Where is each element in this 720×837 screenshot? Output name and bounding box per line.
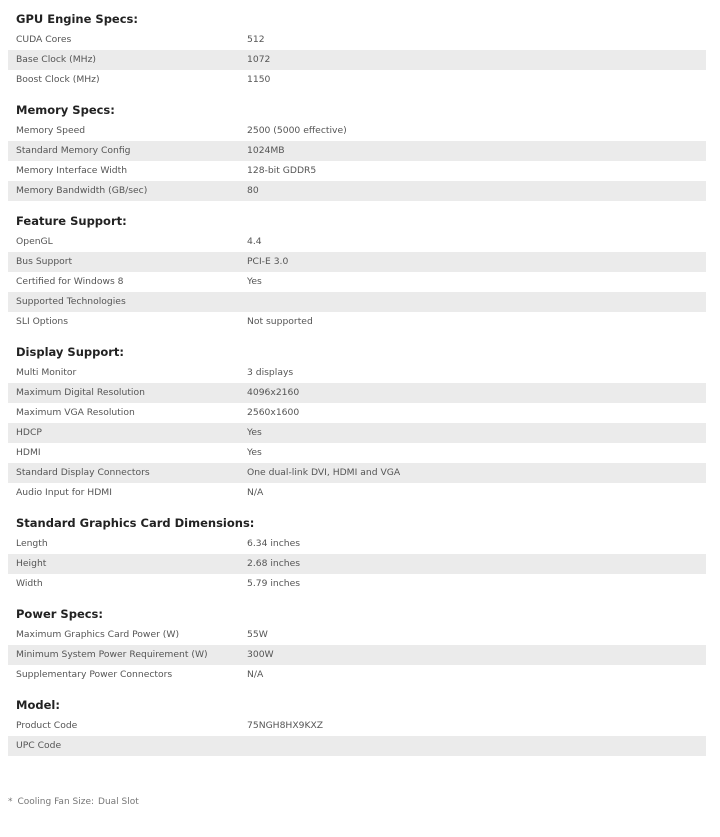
spec-value: N/A	[247, 487, 264, 498]
spec-table	[8, 363, 706, 503]
footnote-label: Cooling Fan Size:	[17, 797, 95, 807]
spec-row	[8, 232, 706, 252]
spec-label: Product Code	[16, 720, 78, 731]
spec-row	[8, 30, 706, 50]
spec-section	[8, 332, 706, 503]
spec-value: 2500 (5000 effective)	[247, 125, 347, 136]
spec-label: Standard Memory Config	[16, 145, 131, 156]
spec-section	[8, 503, 706, 594]
spec-table	[8, 232, 706, 332]
spec-row	[8, 121, 706, 141]
spec-label: SLI Options	[16, 316, 69, 327]
spec-label: Width	[16, 578, 43, 589]
spec-value: 4.4	[247, 236, 262, 247]
section-title: Memory Specs:	[16, 103, 115, 117]
spec-row	[8, 665, 706, 685]
spec-label: Memory Bandwidth (GB/sec)	[16, 185, 148, 196]
spec-row	[8, 534, 706, 554]
spec-value: 80	[247, 185, 259, 196]
spec-row	[8, 161, 706, 181]
section-title: Power Specs:	[16, 607, 104, 621]
spec-value: Yes	[247, 276, 262, 287]
spec-row	[8, 716, 706, 736]
spec-row	[8, 423, 706, 443]
spec-row	[8, 483, 706, 503]
spec-label: Audio Input for HDMI	[16, 487, 112, 498]
spec-label: Memory Speed	[16, 125, 86, 136]
spec-label: Supplementary Power Connectors	[16, 669, 173, 680]
spec-label: OpenGL	[16, 236, 53, 247]
spec-table	[8, 716, 706, 756]
spec-row	[8, 625, 706, 645]
spec-value: 512	[247, 34, 265, 45]
spec-label: Supported Technologies	[16, 296, 126, 307]
spec-section	[8, 594, 706, 685]
spec-section	[8, 90, 706, 201]
spec-value: Not supported	[247, 316, 313, 327]
spec-value: 5.79 inches	[247, 578, 301, 589]
spec-value: 128-bit GDDR5	[247, 165, 317, 176]
spec-value: 2560x1600	[247, 407, 300, 418]
section-title: Feature Support:	[16, 214, 127, 228]
spec-value: N/A	[247, 669, 264, 680]
footnote	[8, 795, 139, 809]
spec-label: Bus Support	[16, 256, 73, 267]
spec-row	[8, 363, 706, 383]
spec-row	[8, 736, 706, 756]
spec-row	[8, 252, 706, 272]
spec-value: 1024MB	[247, 145, 285, 156]
spec-label: HDMI	[16, 447, 41, 458]
spec-value	[247, 292, 706, 312]
spec-label: Length	[16, 538, 48, 549]
spec-value: 300W	[247, 649, 274, 660]
spec-label: Minimum System Power Requirement (W)	[16, 649, 208, 660]
spec-label: UPC Code	[16, 740, 62, 751]
spec-row	[8, 292, 706, 312]
spec-row	[8, 645, 706, 665]
spec-value: 6.34 inches	[247, 538, 301, 549]
spec-value: Yes	[247, 447, 262, 458]
spec-sections	[8, 0, 706, 756]
spec-table	[8, 121, 706, 201]
spec-section	[8, 0, 706, 90]
spec-value: 3 displays	[247, 367, 294, 378]
spec-label: CUDA Cores	[16, 34, 72, 45]
spec-row	[8, 312, 706, 332]
spec-row	[8, 383, 706, 403]
spec-row	[8, 141, 706, 161]
spec-label: HDCP	[16, 427, 42, 438]
spec-value: 2.68 inches	[247, 558, 301, 569]
spec-value: 55W	[247, 629, 268, 640]
spec-table	[8, 534, 706, 594]
spec-row	[8, 463, 706, 483]
spec-value: 4096x2160	[247, 387, 300, 398]
spec-label: Memory Interface Width	[16, 165, 128, 176]
spec-table	[8, 30, 706, 90]
spec-row	[8, 70, 706, 90]
footnote-marker: *	[8, 797, 13, 807]
spec-label: Boost Clock (MHz)	[16, 74, 100, 85]
spec-value	[247, 736, 706, 756]
spec-row	[8, 554, 706, 574]
spec-label: Base Clock (MHz)	[16, 54, 97, 65]
spec-row	[8, 443, 706, 463]
spec-value: 1150	[247, 74, 271, 85]
spec-label: Certified for Windows 8	[16, 276, 124, 287]
spec-label: Maximum Digital Resolution	[16, 387, 145, 398]
section-title: GPU Engine Specs:	[16, 12, 138, 26]
spec-row	[8, 574, 706, 594]
spec-row	[8, 181, 706, 201]
spec-section	[8, 201, 706, 332]
spec-section	[8, 685, 706, 756]
section-title: Model:	[16, 698, 60, 712]
spec-row	[8, 272, 706, 292]
spec-label: Height	[16, 558, 47, 569]
spec-value: 1072	[247, 54, 271, 65]
spec-table	[8, 625, 706, 685]
section-title: Display Support:	[16, 345, 125, 359]
spec-label: Maximum Graphics Card Power (W)	[16, 629, 180, 640]
spec-label: Multi Monitor	[16, 367, 77, 378]
spec-value: 75NGH8HX9KXZ	[247, 720, 324, 731]
spec-value: PCI-E 3.0	[247, 256, 289, 267]
footnote-value: Dual Slot	[98, 797, 139, 807]
spec-label: Maximum VGA Resolution	[16, 407, 135, 418]
spec-row	[8, 50, 706, 70]
spec-row	[8, 403, 706, 423]
section-title: Standard Graphics Card Dimensions:	[16, 516, 255, 530]
spec-label: Standard Display Connectors	[16, 467, 150, 478]
spec-value: One dual-link DVI, HDMI and VGA	[247, 467, 401, 478]
spec-value: Yes	[247, 427, 262, 438]
